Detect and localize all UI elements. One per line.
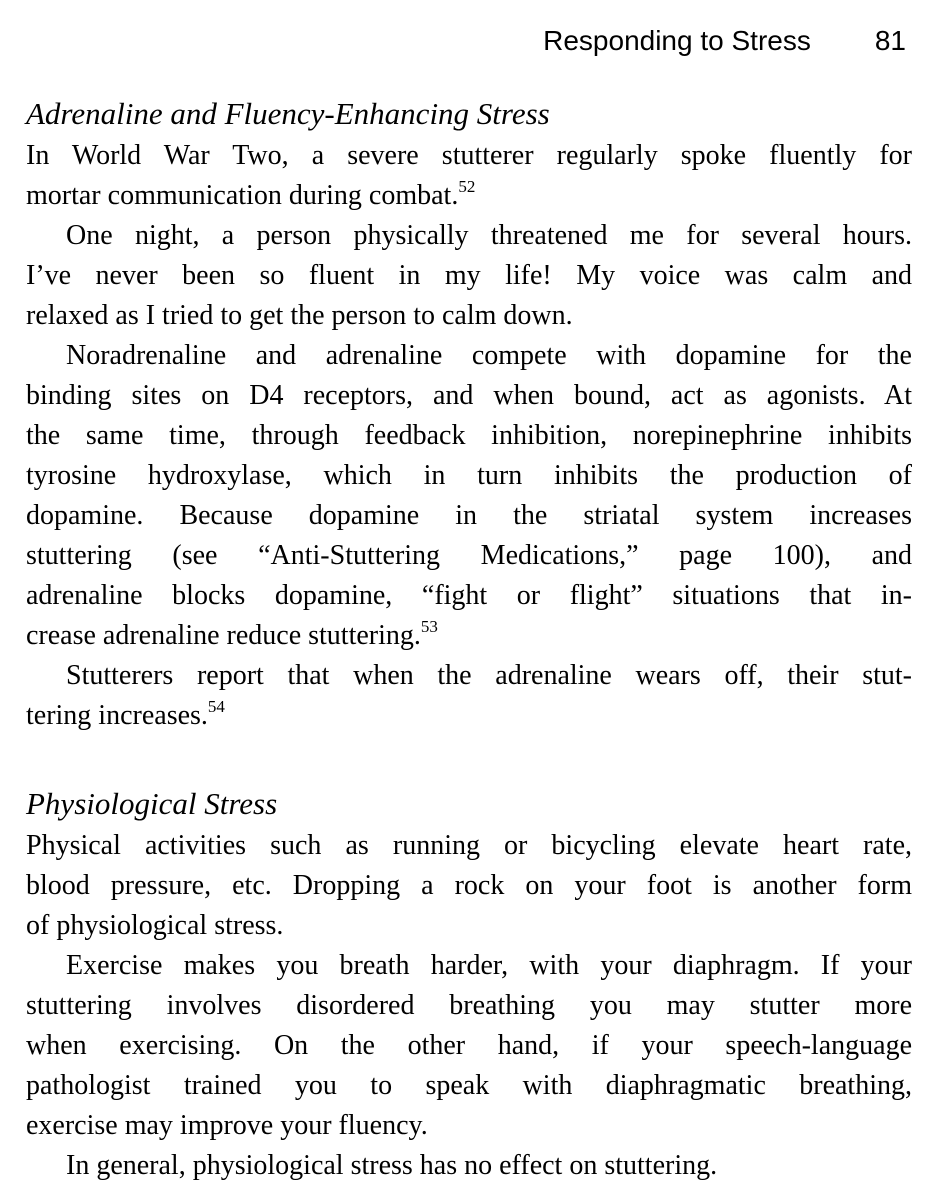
paragraph: [26, 656, 912, 736]
section: [26, 92, 912, 736]
text-line: Physical activities such as running or bicycling elevate heart rate,: [26, 830, 912, 861]
text-line: the same time, through feedback inhibition, norepinephrine inhibits: [26, 420, 912, 451]
text-line: blood pressure, etc. Dropping a rock on your foot is another form: [26, 870, 912, 901]
text-line: dopamine. Because dopamine in the striatal system increases: [26, 500, 912, 531]
text-line: pathologist trained you to speak with diaphragmatic breathing,: [26, 1070, 912, 1101]
paragraph: [26, 136, 912, 216]
text-line: I’ve never been so fluent in my life! My voice was calm and: [26, 260, 912, 291]
text-line: when exercising. On the other hand, if your speech-language: [26, 1030, 912, 1061]
text-line: exercise may improve your fluency.: [26, 1110, 428, 1141]
section-heading: Adrenaline and Fluency-Enhancing Stress: [26, 96, 550, 131]
paragraph: [26, 216, 912, 336]
text-line: Exercise makes you breath harder, with your diaphragm. If your: [66, 950, 912, 981]
text-line: Noradrenaline and adrenaline compete with dopamine for the: [66, 340, 912, 371]
footnote-ref: 53: [420, 616, 438, 636]
paragraph: [26, 336, 912, 656]
text-line: tyrosine hydroxylase, which in turn inhibits the production of: [26, 460, 912, 491]
section-heading: Physiological Stress: [26, 786, 278, 821]
text-line: One night, a person physically threatened me for several hours.: [66, 220, 912, 251]
paragraph: [26, 1146, 912, 1186]
footnote-ref: 52: [458, 176, 476, 196]
text-line: binding sites on D4 receptors, and when bound, act as agonists. At: [26, 380, 912, 411]
text-line: tering increases.$^{54}$: [26, 696, 225, 731]
page-body: [26, 92, 912, 1186]
text-line: of physiological stress.: [26, 910, 284, 941]
text-line: stuttering involves disordered breathing you may stutter more: [26, 990, 912, 1021]
text-line: stuttering (see “Anti-Stuttering Medications,” page 100), and: [26, 540, 912, 571]
footnote-ref: 54: [207, 696, 225, 716]
text-line: adrenaline blocks dopamine, “fight or flight” situations that in-: [26, 580, 912, 611]
text-line: Stutterers report that when the adrenaline wears off, their stut-: [66, 660, 912, 691]
text-line: In World War Two, a severe stutterer regularly spoke fluently for: [26, 140, 912, 171]
paragraph: [26, 826, 912, 946]
text-line: relaxed as I tried to get the person to calm down.: [26, 300, 573, 331]
text-line: mortar communication during combat.$^{52}$: [26, 176, 476, 211]
paragraph: [26, 946, 912, 1146]
running-head-title: Responding to Stress: [543, 25, 811, 56]
running-head: [26, 26, 906, 56]
text-line: In general, physiological stress has no effect on stuttering.: [66, 1150, 718, 1181]
text-line: crease adrenaline reduce stuttering.$^{53}$: [26, 616, 438, 651]
page-number: 81: [874, 25, 906, 56]
section: [26, 782, 912, 1186]
